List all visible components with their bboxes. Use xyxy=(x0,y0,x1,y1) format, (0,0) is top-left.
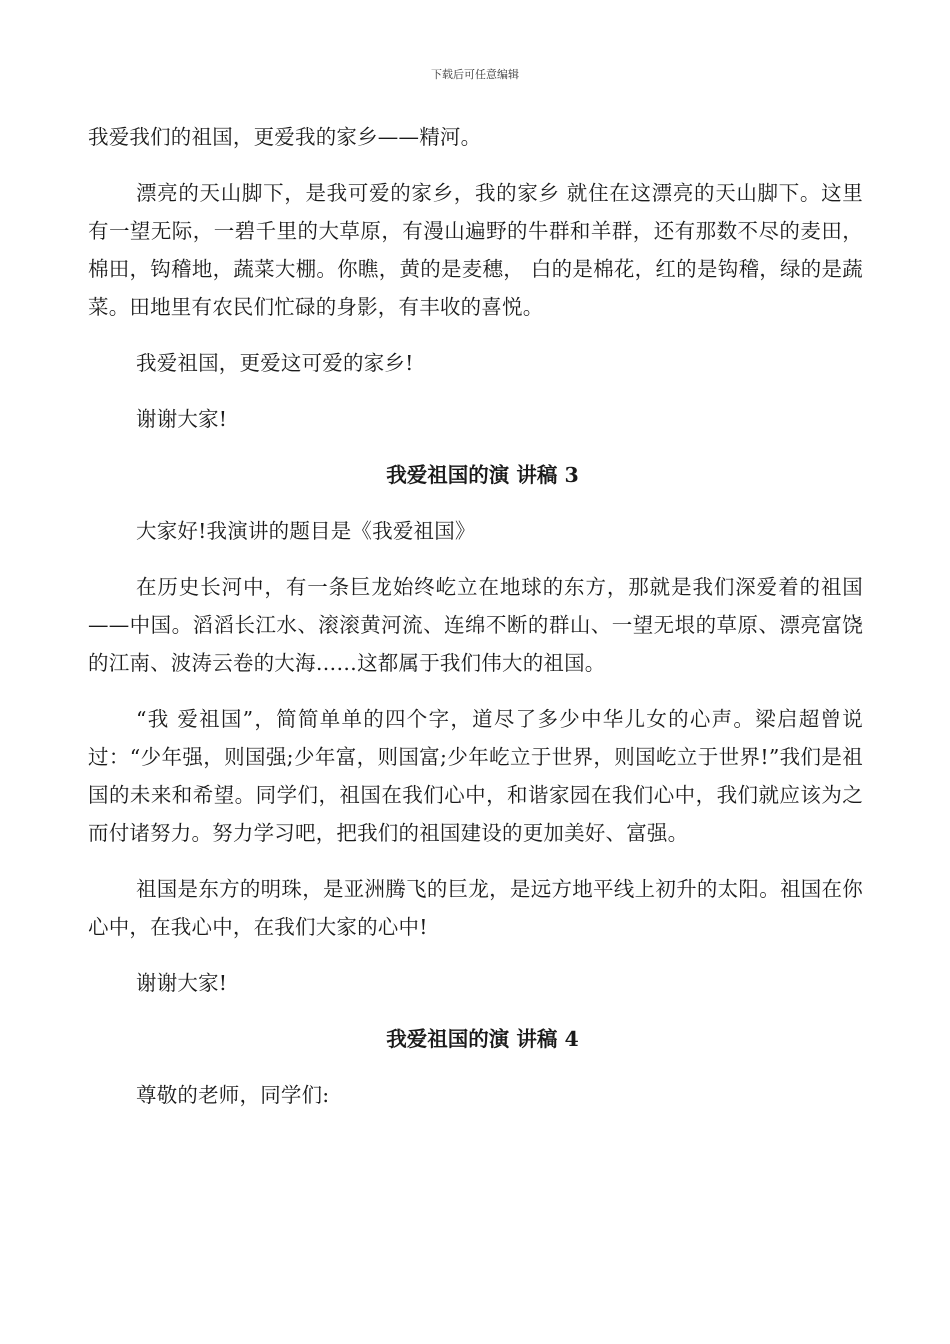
paragraph-greeting-3: 大家好!我演讲的题目是《我爱祖国》 xyxy=(136,519,476,543)
paragraph-greeting-4: 尊敬的老师，同学们: xyxy=(136,1083,330,1107)
paragraph-history: 在历史长河中，有一条巨龙始终屹立在地球的东方，那就是我们深爱着的祖国——中国。滔滔长江水、滚滚黄河流、连绵不断的群山、一望无垠的草原、漂亮富饶的江南、波涛云卷的大海……这都属于我们伟大的祖国。 xyxy=(88,575,863,675)
section-title-3: 我爱祖国的演 讲稿 3 xyxy=(386,463,579,487)
paragraph-hometown: 漂亮的天山脚下，是我可爱的家乡，我的家乡 就住在这漂亮的天山脚下。这里有一望无际，一碧千里的大草原，有漫山遍野的牛群和羊群，还有那数不尽的麦田，棉田，钩稽地，蔬菜大棚。你瞧，黄的是麦穗， 白的是棉花，红的是钩稽，绿的是蔬菜。田地里有农民们忙碌的身影，有丰收的喜悦。 xyxy=(88,181,863,319)
section-title-4: 我爱祖国的演 讲稿 4 xyxy=(386,1027,579,1051)
paragraph-pearl: 祖国是东方的明珠，是亚洲腾飞的巨龙，是远方地平线上初升的太阳。祖国在你心中，在我心中，在我们大家的心中! xyxy=(88,877,863,939)
paragraph-intro: 我爱我们的祖国，更爱我的家乡——精河。 xyxy=(88,125,482,149)
paragraph-love-motherland: “我 爱祖国”，简简单单的四个字，道尽了多少中华儿女的心声。梁启超曾说过：“少年强，则国强;少年富，则国富;少年屹立于世界，则国屹立于世界!”我们是祖 国的未来和希望。同学们，祖国在我们心中，和谐家园在我们心中，我们就应该为之而付诸努力。努力学习吧，把我们的祖国建设的更加美好、富强。 xyxy=(88,707,863,845)
paragraph-thanks-2: 谢谢大家! xyxy=(136,971,228,995)
paragraph-love-hometown: 我爱祖国，更爱这可爱的家乡! xyxy=(136,351,414,375)
page-header: 下载后可任意编辑 xyxy=(431,68,519,81)
paragraph-thanks-1: 谢谢大家! xyxy=(136,407,228,431)
document-body xyxy=(88,118,863,1114)
